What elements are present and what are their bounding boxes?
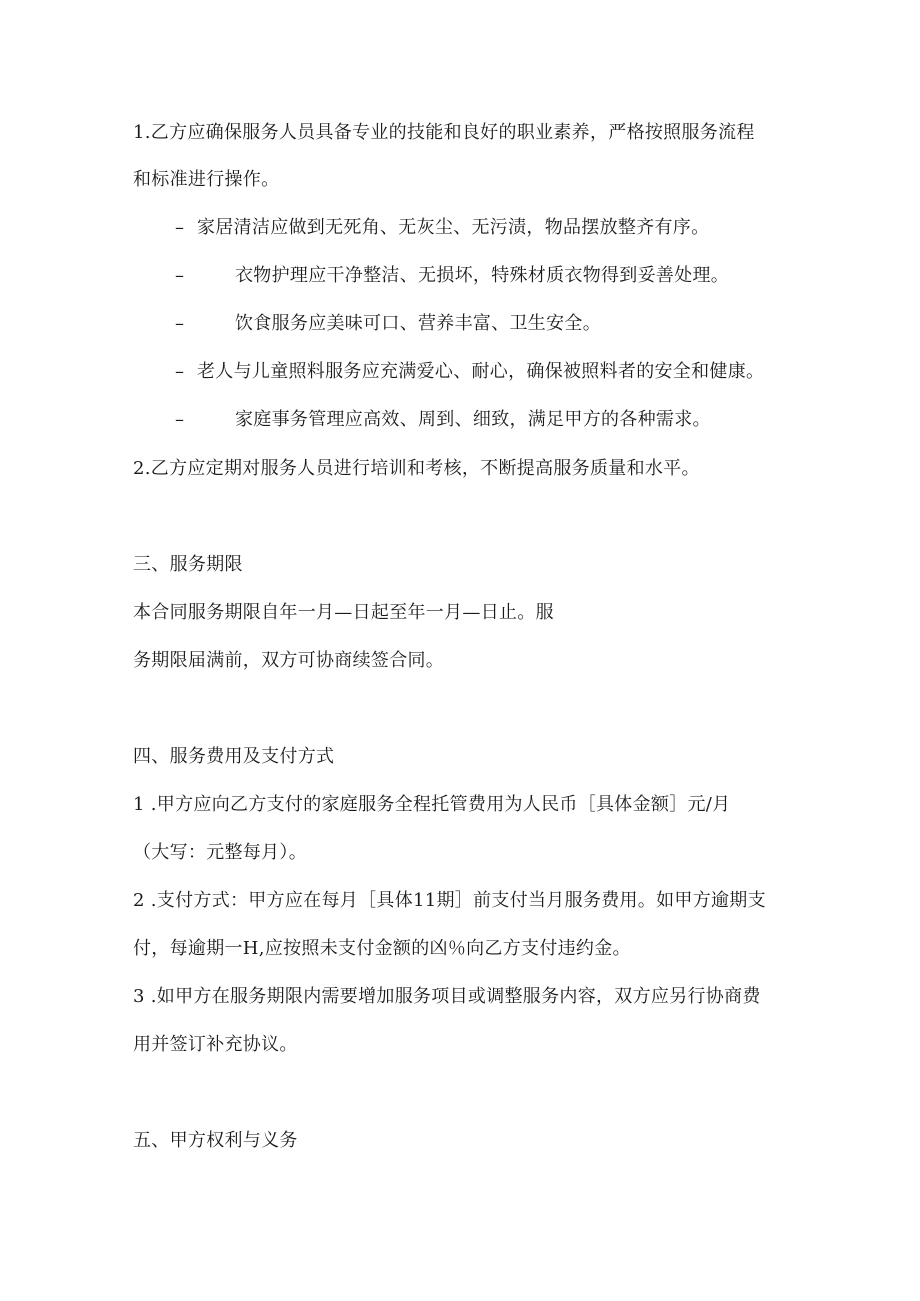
- bullet-text-household: 家庭事务管理应高效、周到、细致，满足甲方的各种需求。: [235, 409, 711, 430]
- bullet-dash: –: [175, 217, 184, 238]
- paragraph-item1-line2: 和标准进行操作。: [133, 169, 280, 190]
- bullet-text-care: 老人与儿童照料服务应充满爱心、耐心，确保被照料者的安全和健康。: [197, 361, 765, 382]
- bullet-dash: –: [175, 409, 184, 430]
- paragraph-fee2-line2: 付，每逾期一H,应按照未支付金额的凶％向乙方支付违约金。: [133, 938, 631, 959]
- bullet-dash: –: [175, 361, 184, 382]
- section-heading-term: 三、服务期限: [133, 554, 243, 575]
- paragraph-fee1-line2: （大写：元整每月）。: [133, 842, 307, 863]
- section-heading-party-a: 五、甲方权利与义务: [133, 1130, 298, 1151]
- paragraph-term-line2: 务期限届满前，双方可协商续签合同。: [133, 650, 445, 671]
- paragraph-fee3-line2: 用并签订补充协议。: [133, 1034, 298, 1055]
- paragraph-term-line1: 本合同服务期限自年一月—日起至年一月—日止。服: [133, 602, 554, 623]
- paragraph-fee1-line1: 1 .甲方应向乙方支付的家庭服务全程托管费用为人民币［具体金额］元/月: [133, 794, 731, 815]
- bullet-dash: –: [175, 265, 184, 286]
- paragraph-item1-line1: 1.乙方应确保服务人员具备专业的技能和良好的职业素养，严格按照服务流程: [133, 122, 755, 143]
- bullet-dash: –: [175, 313, 184, 334]
- bullet-text-food: 饮食服务应美味可口、营养丰富、卫生安全。: [235, 313, 601, 334]
- paragraph-fee2-line1: 2 .支付方式：甲方应在每月［具体11期］前支付当月服务费用。如甲方逾期支: [133, 890, 766, 911]
- bullet-text-cleaning: 家居清洁应做到无死角、无灰尘、无污渍，物品摆放整齐有序。: [197, 217, 710, 238]
- section-heading-fees: 四、服务费用及支付方式: [133, 746, 335, 767]
- paragraph-fee3-line1: 3 .如甲方在服务期限内需要增加服务项目或调整服务内容，双方应另行协商费: [133, 986, 761, 1007]
- bullet-text-clothing: 衣物护理应干净整洁、无损坏，特殊材质衣物得到妥善处理。: [235, 265, 730, 286]
- paragraph-item2: 2.乙方应定期对服务人员进行培训和考核，不断提高服务质量和水平。: [133, 458, 700, 479]
